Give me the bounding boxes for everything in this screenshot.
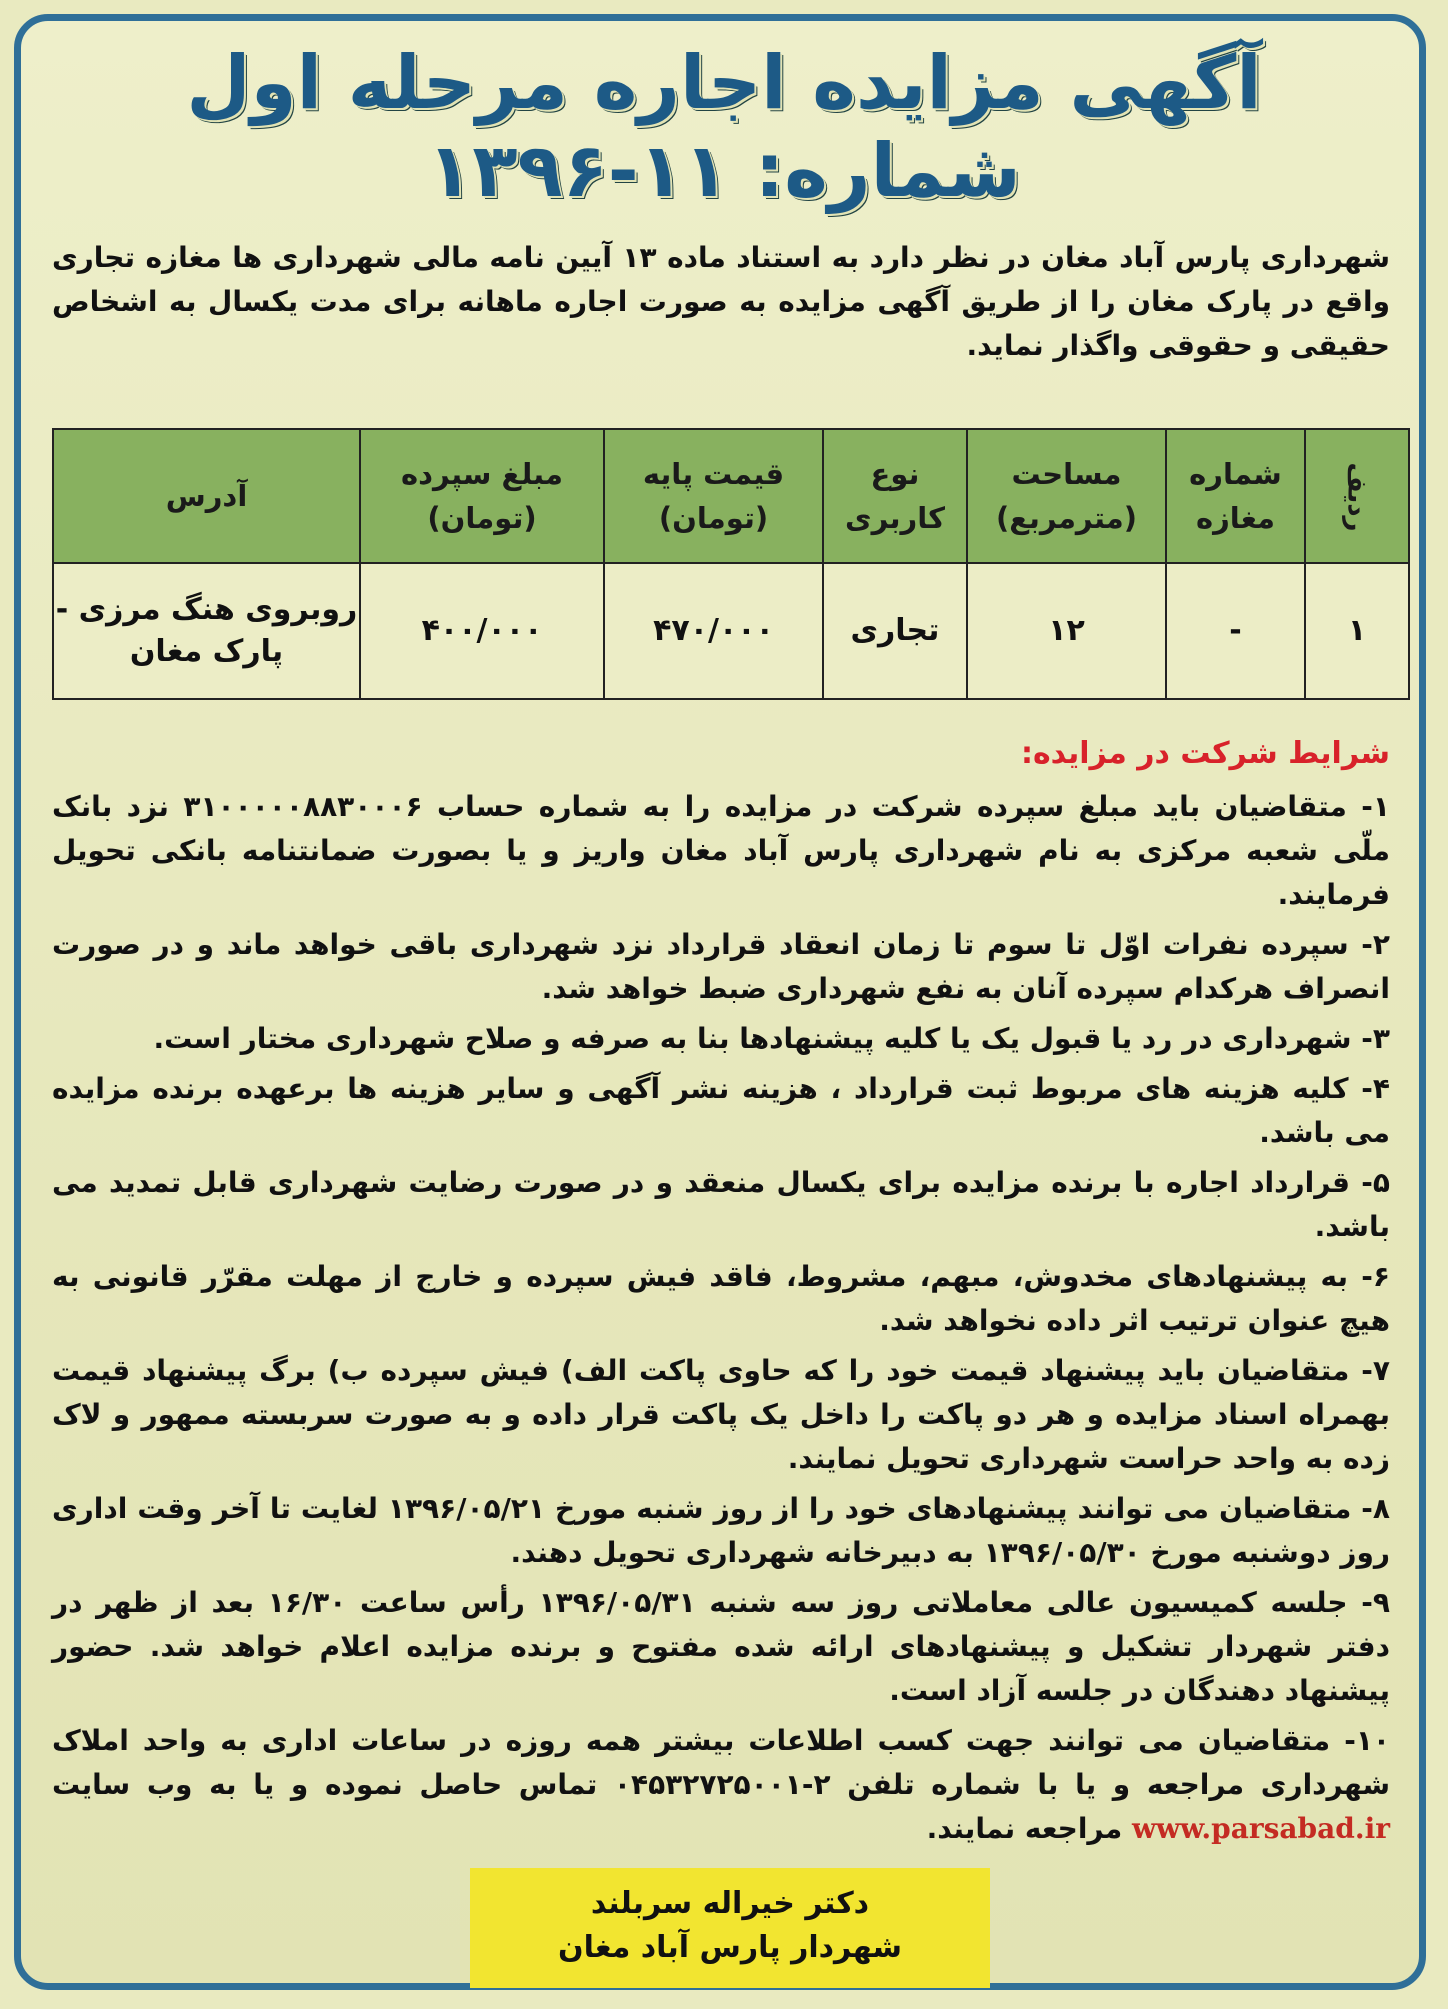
header-area: مساحت (مترمربع) bbox=[967, 429, 1166, 563]
cell-shop-number: - bbox=[1166, 563, 1305, 699]
cell-row-number: ۱ bbox=[1305, 563, 1409, 699]
condition-item: ۸- متقاضیان می توانند پیشنهادهای خود را از روز شنبه مورخ ۱۳۹۶/۰۵/۲۱ لغایت تا آخر وقت اداری روز دوشنبه مورخ ۱۳۹۶/۰۵/۳۰ به دبیرخانه شهرداری تحویل دهند. bbox=[52, 1492, 1390, 1569]
header-deposit: مبلغ سپرده (تومان) bbox=[360, 429, 604, 563]
condition-10-text: ۱۰- متقاضیان می توانند جهت کسب اطلاعات بیشتر همه روزه در ساعات اداری به واحد املاک شهرداری مراجعه و یا با شماره تلفن ۲-۰۴۵۳۲۷۲۵۰۰۱ تماس حاصل نموده و یا به وب سایت bbox=[52, 1724, 1390, 1801]
signature-box bbox=[470, 1868, 990, 1988]
condition-item: ۵- قرارداد اجاره با برنده مزایده برای یکسال منعقد و در صورت رضایت شهرداری قابل تمدید می باشد. bbox=[52, 1166, 1390, 1243]
conditions-list bbox=[52, 785, 1390, 1857]
header-address: آدرس bbox=[53, 429, 360, 563]
condition-item: ۱- متقاضیان باید مبلغ سپرده شرکت در مزایده را به شماره حساب ۳۱۰۰۰۰۰۸۸۳۰۰۰۶ نزد بانک ملّی شعبه مرکزی به نام شهرداری پارس آباد مغان واریز و یا بصورت ضمانتنامه بانکی تحویل فرمایند. bbox=[52, 790, 1390, 911]
cell-address: روبروی هنگ مرزی - پارک مغان bbox=[53, 563, 360, 699]
condition-item: ۳- شهرداری در رد یا قبول یک یا کلیه پیشنهادها بنا به صرفه و صلاح شهرداری مختار است. bbox=[153, 1022, 1390, 1055]
condition-item: ۲- سپرده نفرات اوّل تا سوم تا زمان انعقاد قرارداد نزد شهرداری باقی خواهد ماند و در صورت انصراف هرکدام سپرده آنان به نفع شهرداری ضبط خواهد شد. bbox=[52, 928, 1390, 1005]
notice-number: شماره: ۱۱-۱۳۹۶ bbox=[427, 128, 1021, 214]
signatory-name: دکتر خیراله سربلند bbox=[590, 1886, 870, 1921]
conditions-heading: شرایط شرکت در مزایده: bbox=[1020, 736, 1390, 771]
website-link[interactable]: www.parsabad.ir bbox=[1131, 1812, 1390, 1845]
condition-item: ۴- کلیه هزینه های مربوط ثبت قرارداد ، هزینه نشر آگهی و سایر هزینه ها برعهده برنده مزایده می باشد. bbox=[52, 1072, 1390, 1149]
notice-title: آگهی مزایده اجاره مرحله اول bbox=[186, 40, 1262, 126]
header-row-number: ردیف bbox=[1305, 429, 1409, 563]
header-shop-number: شماره مغازه bbox=[1166, 429, 1305, 563]
condition-item: ۹- جلسه کمیسیون عالی معاملاتی روز سه شنبه ۱۳۹۶/۰۵/۳۱ رأس ساعت ۱۶/۳۰ بعد از ظهر در دفتر شهردار تشکیل و پیشنهادهای ارائه شده مفتوح و برنده مزایده اعلام خواهد شد. حضور پیشنهاد دهندگان در جلسه آزاد است. bbox=[52, 1586, 1390, 1707]
cell-usage: تجاری bbox=[823, 563, 967, 699]
cell-base-price: ۴۷۰/۰۰۰ bbox=[604, 563, 823, 699]
condition-item: ۶- به پیشنهادهای مخدوش، مبهم، مشروط، فاقد فیش سپرده و خارج از مهلت مقرّر قانونی به هیچ عنوان ترتیب اثر داده نخواهد شد. bbox=[52, 1260, 1390, 1337]
condition-item-10 bbox=[52, 1719, 1390, 1851]
condition-item: ۷- متقاضیان باید پیشنهاد قیمت خود را که حاوی پاکت الف) فیش سپرده ب) برگ پیشنهاد قیمت بهمراه اسناد مزایده و هر دو پاکت را داخل یک پاکت قرار داده و به صورت سربسته ممهور و لاک زده به واحد حراست شهرداری تحویل نمایند. bbox=[52, 1354, 1390, 1475]
header-usage: نوع کاربری bbox=[823, 429, 967, 563]
cell-deposit: ۴۰۰/۰۰۰ bbox=[360, 563, 604, 699]
signatory-role: شهردار پارس آباد مغان bbox=[557, 1930, 903, 1965]
condition-10-end: مراجعه نمایند. bbox=[926, 1812, 1123, 1845]
header-base-price: قیمت پایه (تومان) bbox=[604, 429, 823, 563]
cell-area: ۱۲ bbox=[967, 563, 1166, 699]
table-row bbox=[53, 563, 1409, 699]
intro-paragraph: شهرداری پارس آباد مغان در نظر دارد به استناد ماده ۱۳ آیین نامه مالی شهرداری ها مغازه تجاری واقع در پارک مغان را از طریق آگهی مزایده به صورت اجاره ماهانه برای مدت یکسال به اشخاص حقیقی و حقوقی واگذار نماید. bbox=[52, 241, 1391, 362]
auction-items-table bbox=[52, 428, 1410, 700]
table-header-row bbox=[53, 429, 1409, 563]
